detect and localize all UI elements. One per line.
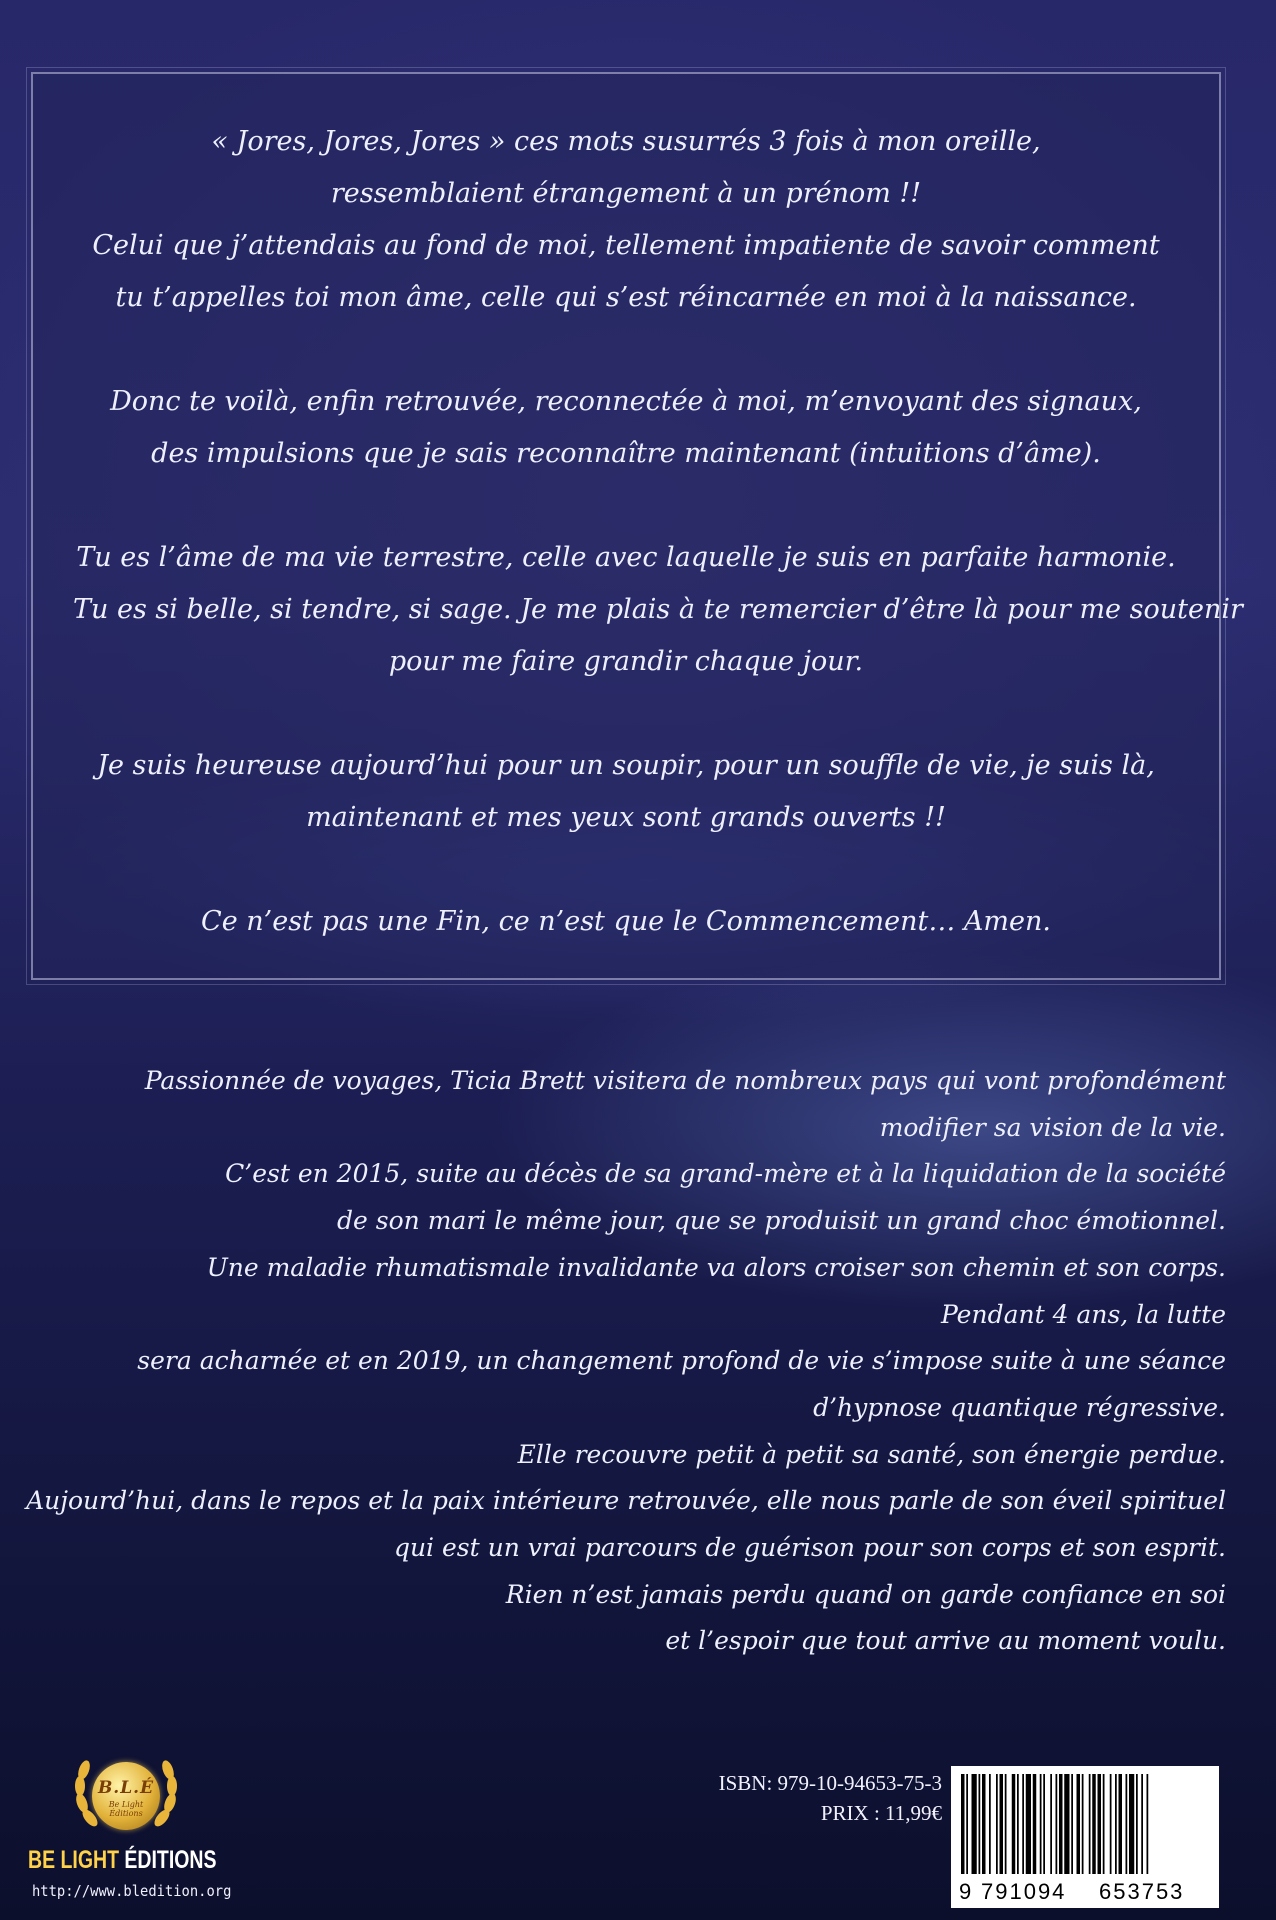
barcode-bar (966, 1774, 968, 1874)
logo-initials: B.L.É (97, 1778, 155, 1798)
publisher-name-part1: BE LIGHT (28, 1846, 120, 1874)
barcode-bar (1077, 1774, 1081, 1874)
publisher-url[interactable]: http://www.bledition.org (32, 1882, 232, 1900)
barcode-digit-group-right: 653753 (1099, 1879, 1185, 1904)
barcode-bar (1141, 1774, 1143, 1874)
bio-line: qui est un vrai parcours de guérison pour son corps et son esprit. (393, 1533, 1226, 1563)
publisher-logo[interactable] (28, 1748, 232, 1908)
barcode-bar (1026, 1774, 1031, 1874)
publisher-name-part2: ÉDITIONS (119, 1846, 217, 1874)
barcode-bar (1043, 1774, 1045, 1874)
price-text: PRIX : 11,99€ (820, 1801, 942, 1825)
barcode-bar (1050, 1774, 1052, 1874)
bio-line: Rien n’est jamais perdu quand on garde confiance en soi (505, 1579, 1226, 1609)
quote-paragraph (73, 376, 1179, 480)
logo-subtext: Be Light Éditions (108, 1800, 144, 1818)
barcode-bar (1119, 1774, 1123, 1874)
barcode-bar (1103, 1774, 1105, 1874)
isbn-text: ISBN: 979-10-94653-75-3 (718, 1771, 942, 1795)
barcode-bar (1089, 1774, 1091, 1874)
quote-line: Tu es si belle, si tendre, si sage. Je me plais à te remercier d’être là pour me soutenir (73, 594, 1243, 625)
quote-line: des impulsions que je sais reconnaître maintenant (intuitions d’âme). (151, 438, 1101, 469)
quote-line: pour me faire grandir chaque jour. (388, 646, 864, 677)
bio-line: Pendant 4 ans, la lutte (940, 1299, 1226, 1329)
barcode (951, 1766, 1219, 1908)
barcode-bar (1129, 1774, 1134, 1874)
quote-paragraph (73, 740, 1179, 844)
quote-line: maintenant et mes yeux sont grands ouverts !! (306, 802, 946, 833)
bio-line: Elle recouvre petit à petit sa santé, son énergie perdue. (517, 1439, 1226, 1469)
quote-paragraph (73, 532, 1243, 688)
barcode-bar (996, 1774, 998, 1874)
barcode-bar (1136, 1774, 1138, 1874)
bio-line: modifier sa vision de la vie. (879, 1112, 1226, 1142)
barcode-digit-group-left: 791094 (981, 1879, 1067, 1904)
publisher-name (28, 1846, 217, 1875)
barcode-bar (1056, 1774, 1058, 1874)
barcode-bar (1040, 1774, 1042, 1874)
quote-line: Je suis heureuse aujourd’hui pour un soupir, pour un souffle de vie, je suis là, (97, 750, 1155, 781)
quote-line: Donc te voilà, enfin retrouvée, reconnectée à moi, m’envoyant des signaux, (110, 386, 1142, 417)
barcode-bar (1110, 1774, 1112, 1874)
bio-line: Une maladie rhumatismale invalidante va alors croiser son chemin et son corps. (206, 1252, 1226, 1282)
barcode-bar (1064, 1774, 1069, 1874)
barcode-bar (1017, 1774, 1019, 1874)
barcode-bar (989, 1774, 991, 1874)
barcode-bar (1092, 1774, 1096, 1874)
quote-line: « Jores, Jores, Jores » ces mots susurrés 3 fois à mon oreille, (211, 126, 1041, 157)
quote-line: Ce n’est pas une Fin, ce n’est que le Commencement… Amen. (201, 906, 1051, 937)
bio-line: d’hypnose quantique régressive. (813, 1392, 1226, 1422)
barcode-bars (961, 1774, 1209, 1874)
barcode-bar (1126, 1774, 1128, 1874)
quote-line: Celui que j’attendais au fond de moi, tellement impatiente de savoir comment (92, 230, 1160, 261)
quote-line: ressemblaient étrangement à un prénom !! (330, 178, 922, 209)
quote-line: Tu es l’âme de ma vie terrestre, celle avec laquelle je suis en parfaite harmonie. (76, 542, 1176, 573)
quote-line: tu t’appelles toi mon âme, celle qui s’est réincarnée en moi à la naissance. (115, 282, 1137, 313)
barcode-bar (982, 1774, 986, 1874)
bio-line: Aujourd’hui, dans le repos et la paix intérieure retrouvée, elle nous parle de son éveil spirituel (26, 1486, 1226, 1516)
barcode-bar (1082, 1774, 1084, 1874)
bio-line: et l’espoir que tout arrive au moment voulu. (665, 1626, 1226, 1656)
barcode-bar (1059, 1774, 1063, 1874)
barcode-bar (1005, 1774, 1007, 1874)
barcode-bar (972, 1774, 977, 1874)
bio-line: sera acharnée et en 2019, un changement profond de vie s’impose suite à une séance (137, 1346, 1226, 1376)
barcode-bar (1071, 1774, 1073, 1874)
bio-line: Passionnée de voyages, Ticia Brett visitera de nombreux pays qui vont profondément (144, 1066, 1226, 1095)
barcode-bar (1115, 1774, 1117, 1874)
barcode-bar (1033, 1774, 1037, 1874)
barcode-bar (1147, 1774, 1149, 1874)
quote-paragraph (73, 896, 1179, 948)
bio-line: de son mari le même jour, que se produisit un grand choc émotionnel. (337, 1206, 1226, 1236)
price-info (640, 1768, 942, 1828)
barcode-bar (1098, 1774, 1102, 1874)
author-bio (26, 1058, 1226, 1665)
quote-paragraph (73, 116, 1179, 324)
barcode-bar (1012, 1774, 1016, 1874)
barcode-digit-lead: 9 (959, 1879, 972, 1904)
barcode-bar (979, 1774, 981, 1874)
quote-text (73, 116, 1243, 948)
barcode-bar (1022, 1774, 1024, 1874)
barcode-bar (961, 1774, 965, 1874)
barcode-bar (1000, 1774, 1004, 1874)
bio-line: C’est en 2015, suite au décès de sa grand-mère et à la liquidation de la société (225, 1159, 1226, 1189)
quote-box (31, 72, 1243, 980)
